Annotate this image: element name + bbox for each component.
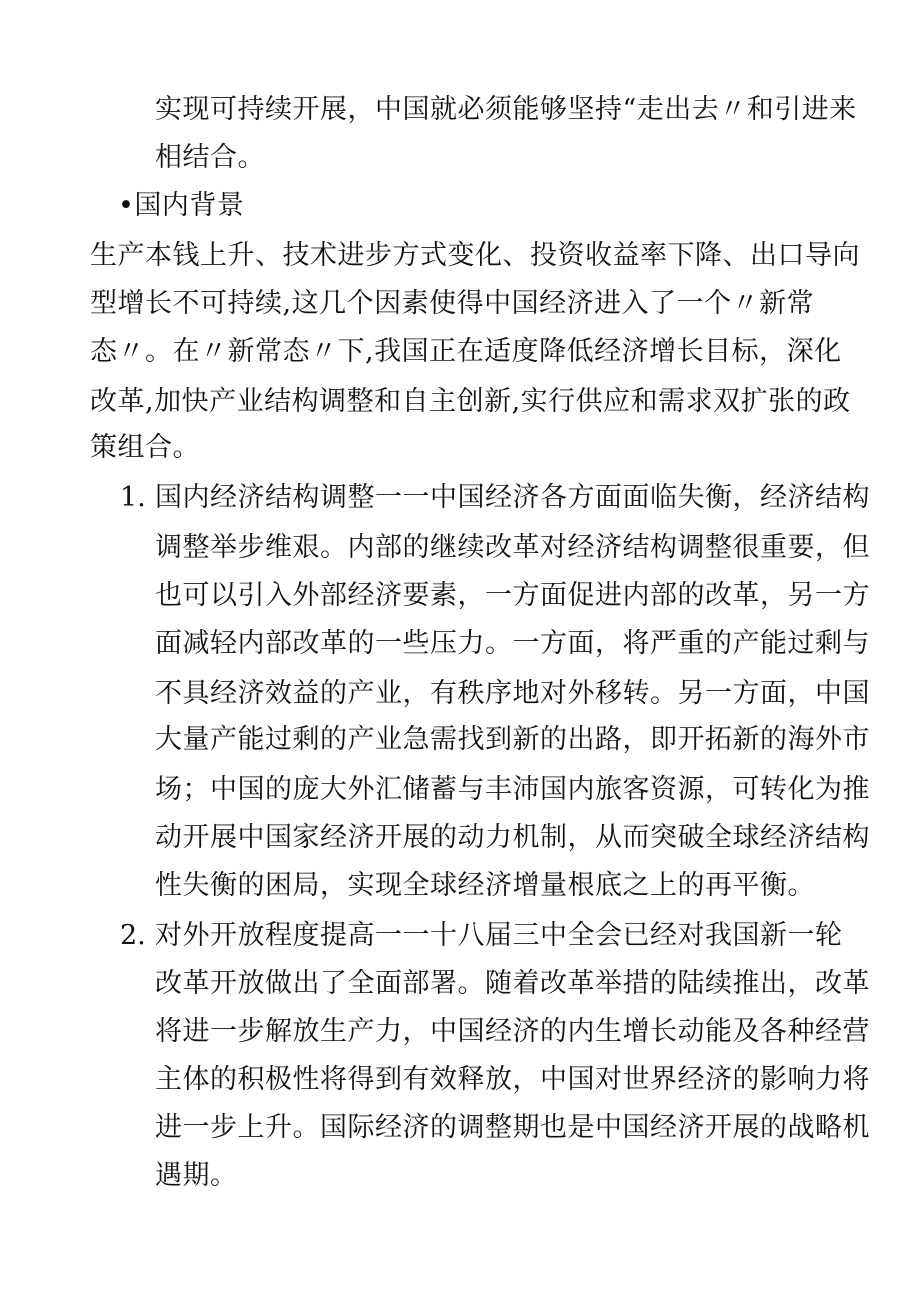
list-item-1-line-4: 面减轻内部改革的一些压力。一方面，将严重的产能过剩与 <box>155 628 870 659</box>
intro-line-1: 实现可持续开展，中国就必须能够坚持“走出去〃和引进来 <box>155 94 857 125</box>
list-item-2-line-6: 遇期。 <box>155 1160 238 1191</box>
list-item-1-line-7: 场；中国的庞大外汇储蓄与丰沛国内旅客资源，可转化为推 <box>155 774 870 805</box>
intro-line-2: 相结合。 <box>155 142 265 173</box>
list-item-2-line-1: 对外开放程度提高一一十八届三中全会已经对我国新一轮 <box>155 920 843 951</box>
list-item-2-line-3: 将进一步解放生产力，中国经济的内生增长动能及各种经营 <box>155 1016 870 1047</box>
list-item-2-line-4: 主体的积极性将得到有效释放，中国对世界经济的影响力将 <box>155 1064 870 1095</box>
list-item-1-line-6: 大量产能过剩的产业急需找到新的出路，即开拓新的海外市 <box>155 724 870 755</box>
list-item-1-line-3: 也可以引入外部经济要素，一方面促进内部的改革，另一方 <box>155 580 870 611</box>
list-item-2-line-2: 改革开放做出了全面部署。随着改革举措的陆续推出，改革 <box>155 968 870 999</box>
list-item-2-number: 2. <box>120 920 146 951</box>
paragraph-line-5: 策组合。 <box>90 432 200 463</box>
section-heading: •国内背景 <box>118 190 245 221</box>
list-item-2-line-5: 进一步上升。国际经济的调整期也是中国经济开展的战略机 <box>155 1112 870 1143</box>
paragraph-line-4: 改革,加快产业结构调整和自主创新,实行供应和需求双扩张的政 <box>90 386 851 417</box>
list-item-1-line-1: 国内经济结构调整一一中国经济各方面面临失衡，经济结构 <box>155 482 870 513</box>
paragraph-line-2: 型增长不可持续,这几个因素使得中国经济进入了一个〃新常 <box>90 288 815 319</box>
list-item-1-line-5: 不具经济效益的产业，有秩序地对外移转。另一方面，中国 <box>155 678 870 709</box>
paragraph-line-3: 态〃。在〃新常态〃下,我国正在适度降低经济增长目标，深化 <box>90 336 842 367</box>
list-item-1-line-9: 性失衡的困局，实现全球经济增量根底之上的再平衡。 <box>155 870 815 901</box>
paragraph-line-1: 生产本钱上升、技术进步方式变化、投资收益率下降、出口导向 <box>90 240 860 271</box>
list-item-1-line-2: 调整举步维艰。内部的继续改革对经济结构调整很重要，但 <box>155 532 870 563</box>
list-item-1-line-8: 动开展中国家经济开展的动力机制，从而突破全球经济结构 <box>155 822 870 853</box>
list-item-1-number: 1. <box>120 482 146 513</box>
